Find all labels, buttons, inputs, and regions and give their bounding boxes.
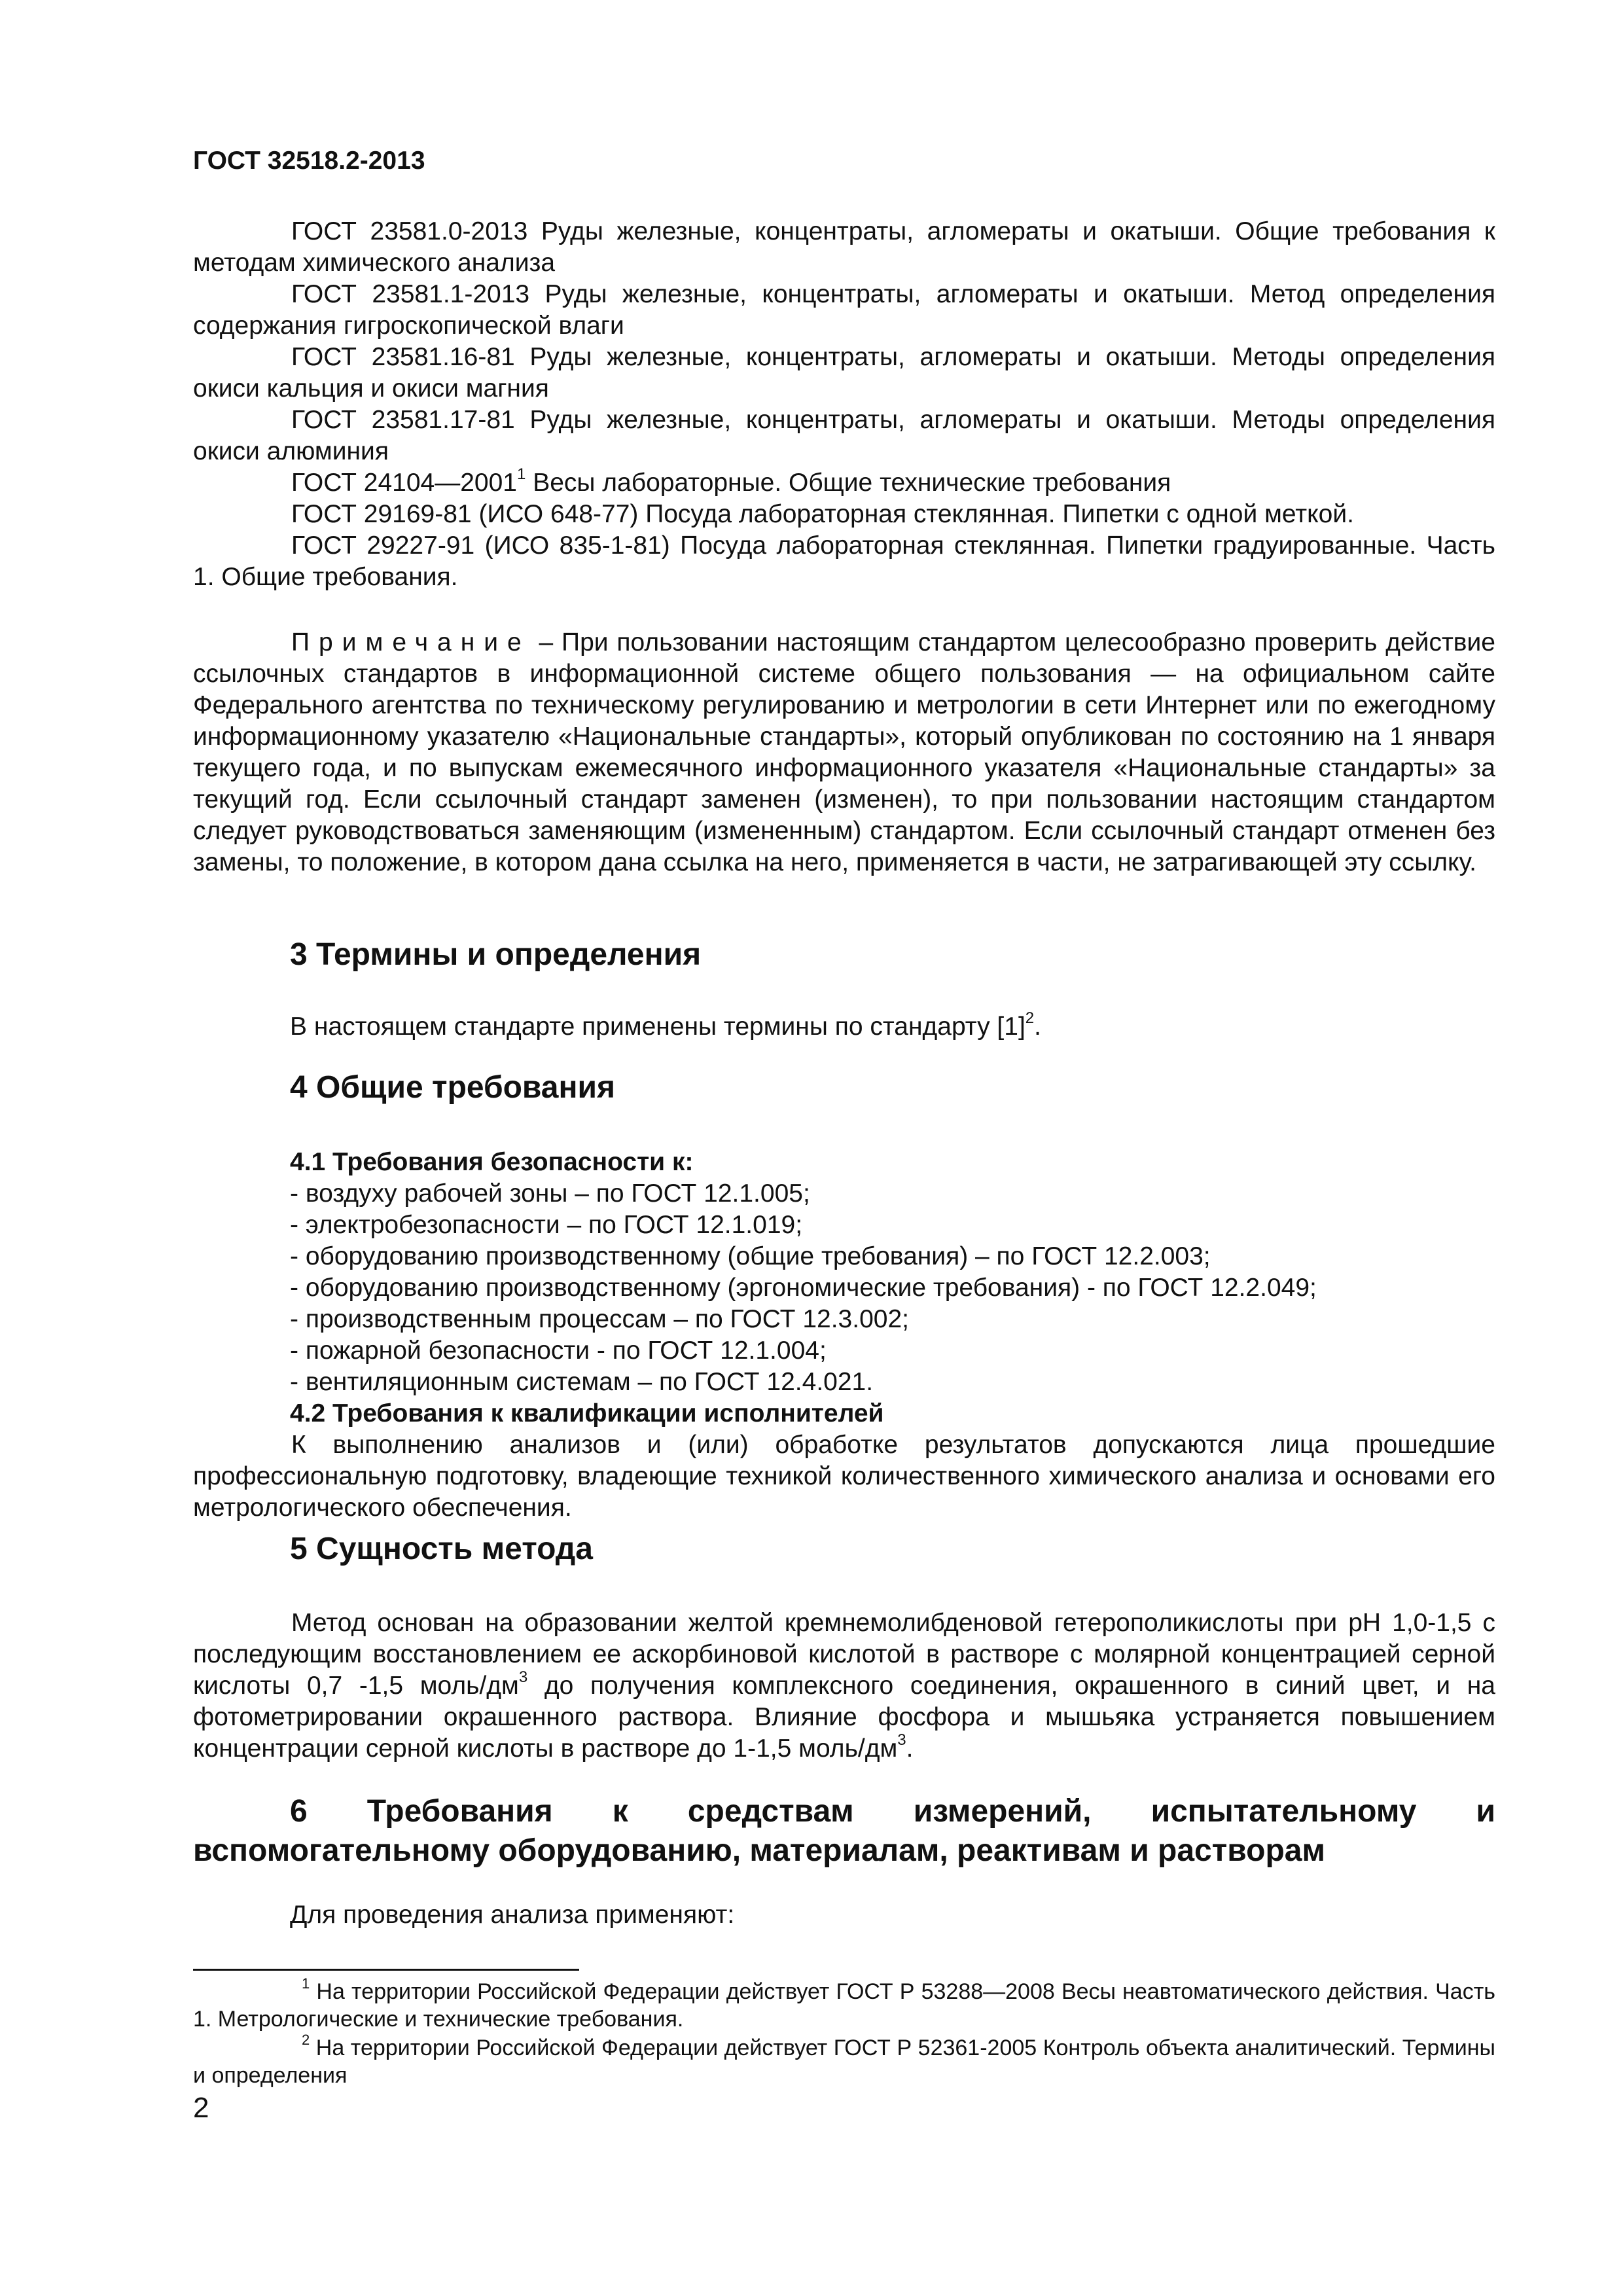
section-4-2-text: К выполнению анализов и (или) обработке результатов допускаются лица прошедшие профессиональную подготовку, владеющие техникой количественного химического анализа и основами его метрологического обеспечения. <box>193 1431 1495 1522</box>
reference-item <box>193 467 1495 499</box>
section-5-text-part: Метод основан на образовании желтой кремнемолибденовой гетерополикислоты при pH 1,0-1,5 с последующим восстановлением ее аскорбиновой кислотой в растворе с молярной концентрацией серной кислоты 0,7 -1,5 моль/дм <box>193 1609 1495 1700</box>
section-3-text-main: В настоящем стандарте применены термины по стандарту [1] <box>290 1013 1026 1041</box>
reference-item: ГОСТ 23581.17-81 Руды железные, концентраты, агломераты и окатыши. Методы определения окиси алюминия <box>193 406 1495 465</box>
section-5-text <box>193 1607 1495 1765</box>
unit-exponent: 3 <box>897 1731 906 1749</box>
footnote-divider <box>193 1969 579 1971</box>
section-3-text <box>290 1011 1495 1043</box>
section-4-title: 4 Общие требования <box>290 1070 615 1105</box>
section-6-title-line1: 6 Требования к средствам измерений, испытательному и <box>290 1794 1495 1829</box>
reference-item: ГОСТ 29227-91 (ИСО 835-1-81) Посуда лабораторная стеклянная. Пипетки градуированные. Часть 1. Общие требования. <box>193 531 1495 591</box>
safety-list-item: - электробезопасности – по ГОСТ 12.1.019; <box>290 1211 803 1239</box>
safety-list-item: - оборудованию производственному (эргономические требования) - по ГОСТ 12.2.049; <box>290 1274 1317 1302</box>
safety-list-item: - пожарной безопасности - по ГОСТ 12.1.004; <box>290 1336 827 1365</box>
page-number: 2 <box>193 2092 209 2124</box>
document-code-header: ГОСТ 32518.2-2013 <box>193 147 425 175</box>
section-6-title-line2: вспомогательному оборудованию, материалам, реактивам и растворам <box>193 1833 1325 1868</box>
section-6-title <box>193 1792 1495 1871</box>
footnote-2 <box>193 2034 1495 2089</box>
footnote-mark: 1 <box>302 1975 310 1992</box>
section-5-text-part: до получения комплексного соединения, окрашенного в синий цвет, и на фотометрировании окрашенного раствора. Влияние фосфора и мышьяка устраняется повышением концентрации серной кислоты в растворе до 1-1,5 моль/дм <box>193 1672 1495 1763</box>
footnote-text: На территории Российской Федерации действует ГОСТ Р 52361-2005 Контроль объекта аналитический. Термины и определения <box>193 2036 1495 2088</box>
note-text: – При пользовании настоящим стандартом целесообразно проверить действие ссылочных стандартов в информационной системе общего пользования — на официальном сайте Федерального агентства по техническому регулированию и метрологии в сети Интернет или по ежегодному информационному указателю «Национальные стандарты», который опубликован по состоянию на 1 января текущего года, и по выпускам ежемесячного информационного указателя «Национальные стандарты» за текущий год. Если ссылочный стандарт заменен (изменен), то при пользовании настоящим стандартом следует руководствоваться заменяющим (измененным) стандартом. Если ссылочный стандарт отменен без замены, то положение, в котором дана ссылка на него, применяется в части, не затрагивающей эту ссылку. <box>193 628 1495 876</box>
reference-text: ГОСТ 24104—2001 <box>291 469 518 497</box>
note-label: Примечание <box>291 628 531 656</box>
footnote-mark: 2 <box>302 2032 310 2048</box>
reference-item: ГОСТ 29169-81 (ИСО 648-77) Посуда лабораторная стеклянная. Пипетки с одной меткой. <box>291 500 1354 528</box>
reference-text: Весы лабораторные. Общие технические требования <box>526 469 1171 497</box>
safety-list-item: - оборудованию производственному (общие требования) – по ГОСТ 12.2.003; <box>290 1242 1211 1270</box>
reference-item: ГОСТ 23581.0-2013 Руды железные, концентраты, агломераты и окатыши. Общие требования к методам химического анализа <box>193 217 1495 277</box>
footnote-ref-1: 1 <box>517 465 526 483</box>
subsection-4-1-title: 4.1 Требования безопасности к: <box>290 1148 694 1176</box>
section-3-title: 3 Термины и определения <box>290 937 702 972</box>
note-paragraph <box>193 627 1495 878</box>
safety-list-item: - производственным процессам – по ГОСТ 12.3.002; <box>290 1305 909 1333</box>
footnote-text: На территории Российской Федерации действует ГОСТ Р 53288—2008 Весы неавтоматического действия. Часть 1. Метрологические и технические требования. <box>193 1979 1495 2032</box>
footnote-1 <box>193 1975 1495 2033</box>
footnote-ref-2: 2 <box>1025 1009 1035 1027</box>
section-4-1 <box>290 1147 1495 1429</box>
section-3-text-end: . <box>1034 1013 1041 1041</box>
safety-list-item: - вентиляционным системам – по ГОСТ 12.4.021. <box>290 1368 874 1396</box>
references-list <box>193 216 1495 593</box>
unit-exponent: 3 <box>518 1668 528 1686</box>
reference-item: ГОСТ 23581.1-2013 Руды железные, концентраты, агломераты и окатыши. Метод определения содержания гигроскопической влаги <box>193 280 1495 340</box>
section-5-title: 5 Сущность метода <box>290 1532 593 1566</box>
safety-list-item: - воздуху рабочей зоны – по ГОСТ 12.1.005; <box>290 1179 810 1208</box>
subsection-4-2-title: 4.2 Требования к квалификации исполнителей <box>290 1399 884 1427</box>
reference-item: ГОСТ 23581.16-81 Руды железные, концентраты, агломераты и окатыши. Методы определения окиси кальция и окиси магния <box>193 343 1495 403</box>
section-5-text-part: . <box>906 1734 914 1763</box>
section-6-text: Для проведения анализа применяют: <box>290 1901 735 1929</box>
